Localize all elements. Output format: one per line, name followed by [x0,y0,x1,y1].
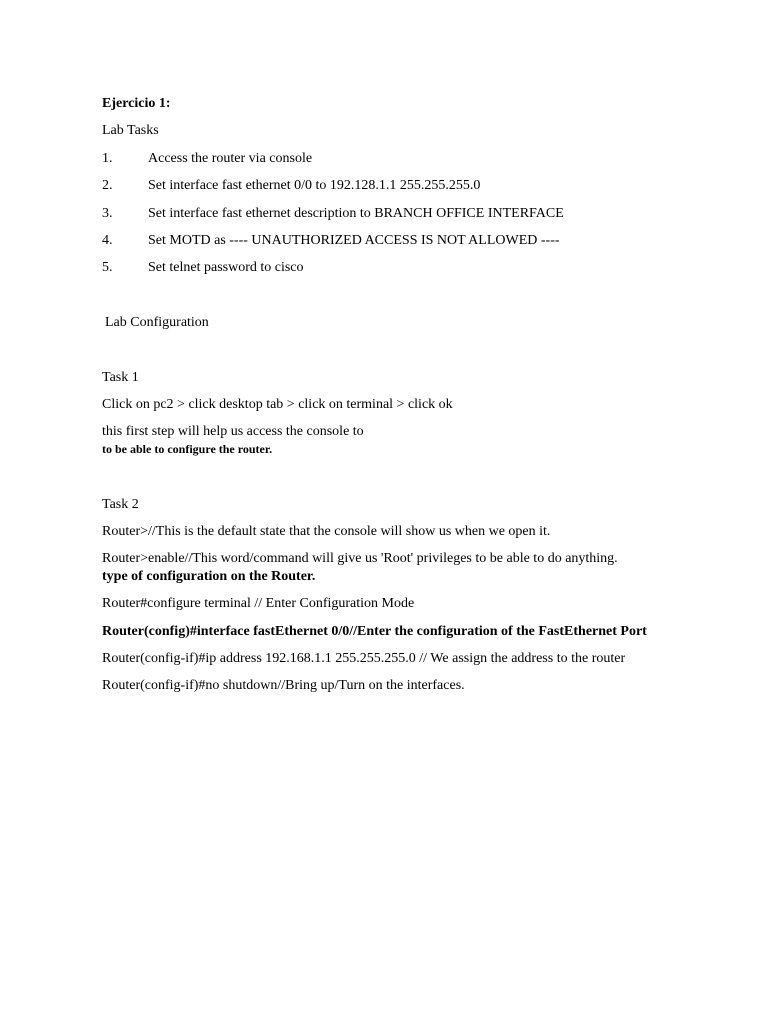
task-list-item [102,259,304,277]
task-number: 3. [102,206,113,221]
task-list-item [102,232,560,250]
task1-note-line1: this first step will help us access the console to [102,424,364,439]
task-number: 1. [102,151,113,166]
task1-title: Task 1 [102,370,139,385]
task-number: 4. [102,233,113,248]
task1-instruction: Click on pc2 > click desktop tab > click on terminal > click ok [102,397,453,412]
task-list-item [102,205,564,223]
task2-line2: Router>enable//This word/command will give us 'Root' privileges to be able to do anything. [102,551,618,566]
task-number: 5. [102,260,113,275]
lab-tasks-label: Lab Tasks [102,123,159,138]
task-text: Set MOTD as ---- UNAUTHORIZED ACCESS IS NOT ALLOWED ---- [148,233,560,248]
task2-line4: Router#configure terminal // Enter Configuration Mode [102,596,415,611]
lab-configuration-label: Lab Configuration [105,315,209,330]
task2-line5: Router(config)#interface fastEthernet 0/0//Enter the configuration of the FastEthernet Port [102,624,647,639]
task-number: 2. [102,178,113,193]
task-text: Set interface fast ethernet description to BRANCH OFFICE INTERFACE [148,206,564,221]
document-heading: Ejercicio 1: [102,96,171,111]
task-text: Access the router via console [148,151,313,166]
task-text: Set interface fast ethernet 0/0 to 192.128.1.1 255.255.255.0 [148,178,481,193]
task-list-item [102,150,312,168]
task2-line1: Router>//This is the default state that the console will show us when we open it. [102,524,551,539]
task2-line7: Router(config-if)#no shutdown//Bring up/Turn on the interfaces. [102,678,465,693]
task1-note-line2: to be able to configure the router. [102,442,273,456]
task-text: Set telnet password to cisco [148,260,304,275]
task-list-item [102,177,480,195]
task2-line6: Router(config-if)#ip address 192.168.1.1 255.255.255.0 // We assign the address to the router [102,651,626,666]
task2-title: Task 2 [102,497,139,512]
task2-line3: type of configuration on the Router. [102,569,316,584]
